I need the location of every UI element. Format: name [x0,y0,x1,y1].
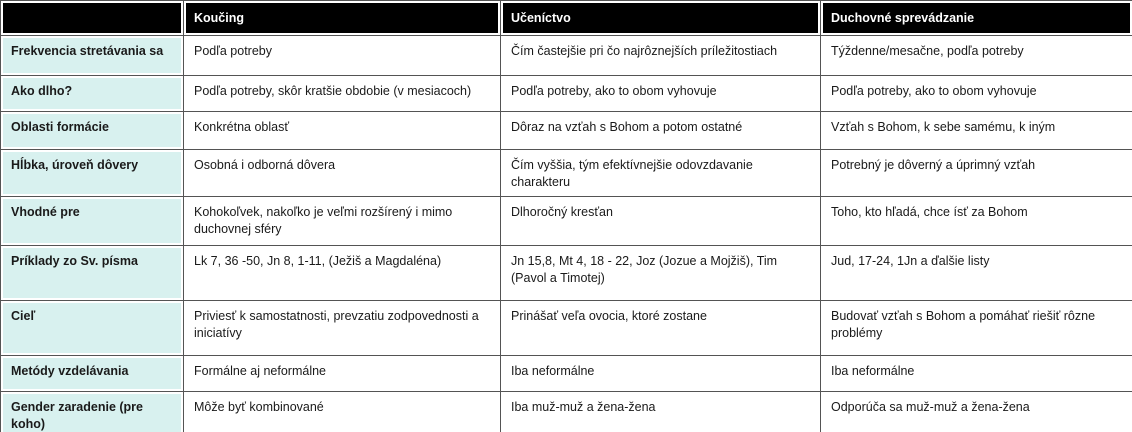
table-cell: Budovať vzťah s Bohom a pomáhať riešiť rôzne problémy [821,301,1132,356]
table-row [1,150,1132,197]
table-cell: Iba muž-muž a žena-žena [501,392,821,432]
table-cell: Toho, kto hľadá, chce ísť za Bohom [821,197,1132,246]
table-cell: Čím častejšie pri čo najrôznejších príležitostiach [501,36,821,76]
row-label-ciel: Cieľ [1,301,184,356]
table-cell: Prinášať veľa ovocia, ktoré zostane [501,301,821,356]
row-label-gender-zaradenie: Gender zaradenie (pre koho) [1,392,184,432]
row-label-metody-vzdelavania: Metódy vzdelávania [1,356,184,392]
table-cell: Priviesť k samostatnosti, prevzatiu zodpovednosti a iniciatívy [184,301,501,356]
table-cell: Čím vyššia, tým efektívnejšie odovzdavanie charakteru [501,150,821,197]
table-cell: Odporúča sa muž-muž a žena-žena [821,392,1132,432]
table-row [1,36,1132,76]
table-row [1,356,1132,392]
table-row [1,197,1132,246]
table-cell: Podľa potreby, ako to obom vyhovuje [501,76,821,112]
table-cell: Iba neformálne [501,356,821,392]
row-label-ako-dlho: Ako dlho? [1,76,184,112]
table-cell: Môže byť kombinované [184,392,501,432]
table-cell: Potrebný je dôverný a úprimný vzťah [821,150,1132,197]
header-row [1,1,1132,36]
row-label-oblasti-formacie: Oblasti formácie [1,112,184,150]
column-header-empty [1,1,184,36]
table-cell: Osobná i odborná dôvera [184,150,501,197]
column-header-duchovne-sprevadzanie: Duchovné sprevádzanie [821,1,1132,36]
table-cell: Podľa potreby, ako to obom vyhovuje [821,76,1132,112]
table-cell: Kohokoľvek, nakoľko je veľmi rozšírený i mimo duchovnej sféry [184,197,501,246]
table-cell: Formálne aj neformálne [184,356,501,392]
table-row [1,301,1132,356]
table-cell: Týždenne/mesačne, podľa potreby [821,36,1132,76]
table-row [1,246,1132,301]
row-label-vhodne-pre: Vhodné pre [1,197,184,246]
row-label-frekvencia: Frekvencia stretávania sa [1,36,184,76]
table-row [1,392,1132,432]
table-cell: Lk 7, 36 -50, Jn 8, 1-11, (Ježiš a Magdaléna) [184,246,501,301]
table-cell: Jud, 17-24, 1Jn a ďalšie listy [821,246,1132,301]
row-label-hlbka-doveru: Hĺbka, úroveň dôvery [1,150,184,197]
table-row [1,76,1132,112]
table-cell: Podľa potreby [184,36,501,76]
table-cell: Konkrétna oblasť [184,112,501,150]
table-cell: Dlhoročný kresťan [501,197,821,246]
table-row [1,112,1132,150]
column-header-ucenictvo: Učeníctvo [501,1,821,36]
table-cell: Jn 15,8, Mt 4, 18 - 22, Joz (Jozue a Mojžiš), Tim (Pavol a Timotej) [501,246,821,301]
table-cell: Dôraz na vzťah s Bohom a potom ostatné [501,112,821,150]
table-cell: Vzťah s Bohom, k sebe samému, k iným [821,112,1132,150]
row-label-priklady-pisma: Príklady zo Sv. písma [1,246,184,301]
table-cell: Iba neformálne [821,356,1132,392]
column-header-koucing: Koučing [184,1,501,36]
table-cell: Podľa potreby, skôr kratšie obdobie (v mesiacoch) [184,76,501,112]
